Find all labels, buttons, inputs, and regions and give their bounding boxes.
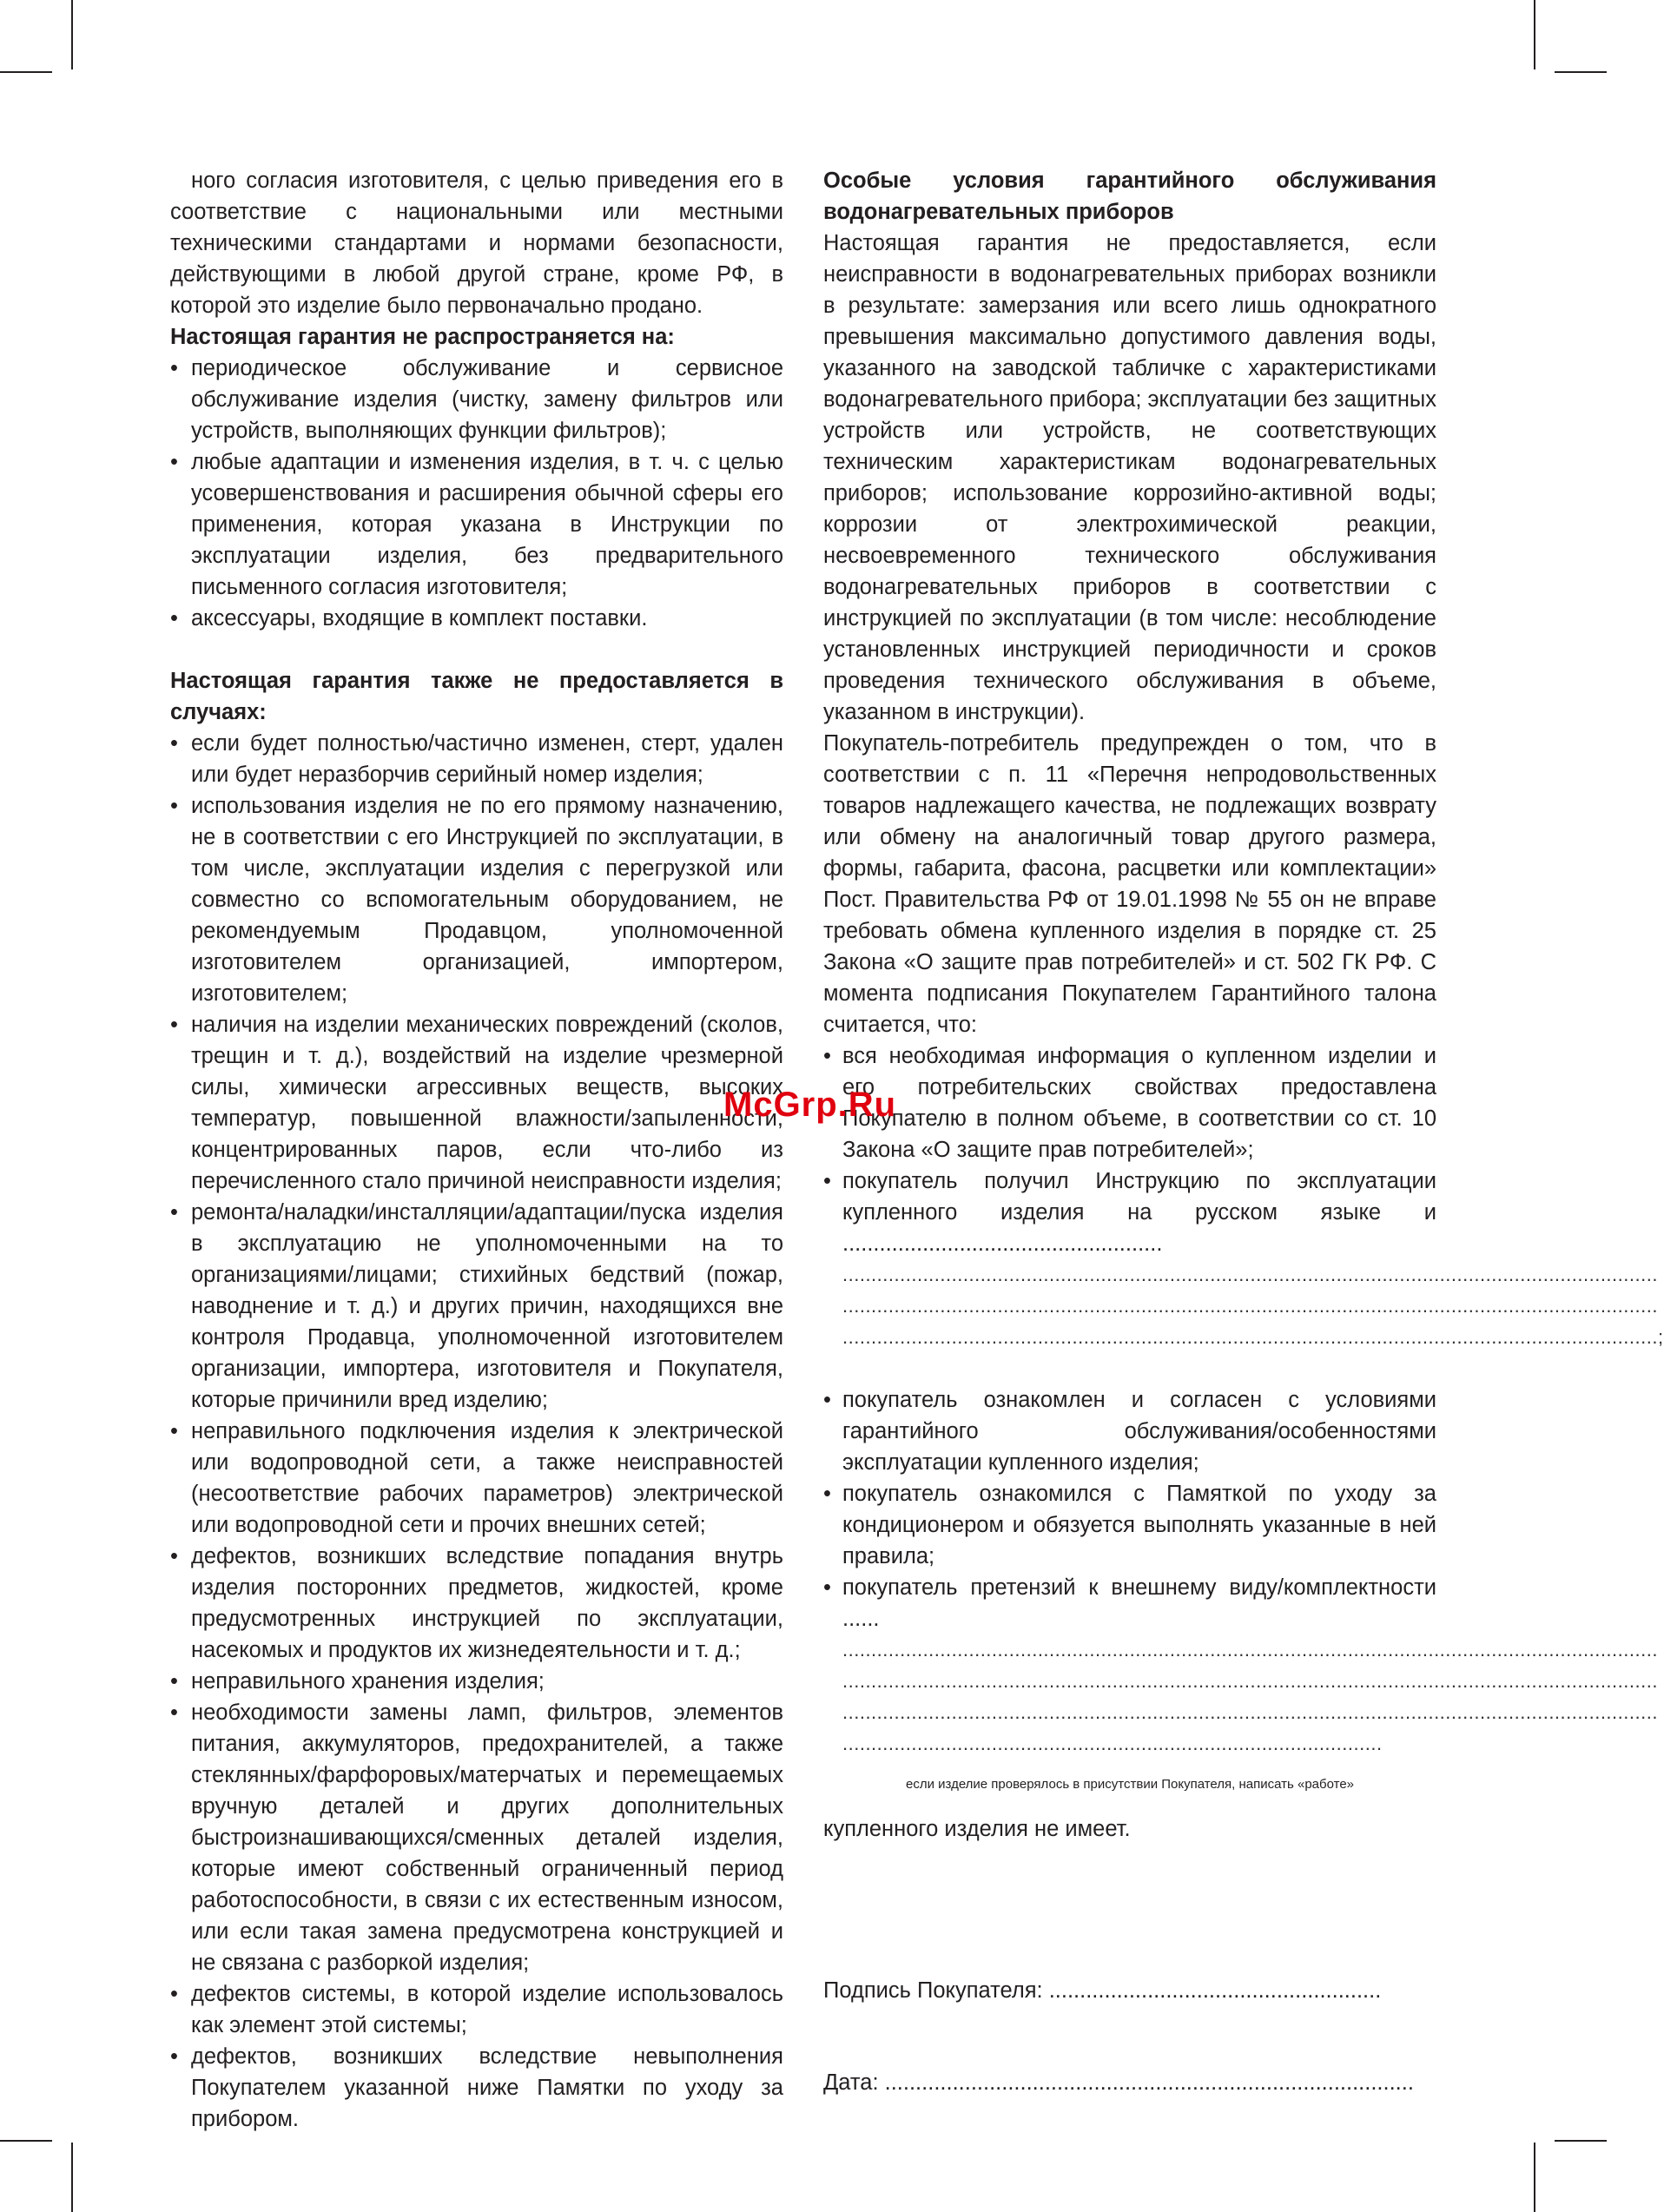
list-item: • вся необходимая информация о купленном изделии и его потребительских свойствах предоставлена Покупателю в полном объеме, в соответствии со ст. 10 Закона «О защите прав потребителей»; bbox=[823, 1040, 1436, 1165]
crop-mark bbox=[1534, 0, 1535, 69]
right-column bbox=[823, 165, 1664, 2098]
intro-paragraph: ного согласия изготовителя, с целью приведения его в соответствие с национальными или местными техническими стандартами и нормами безопасности, действующими в любой другой стране, кроме РФ, в которой это изделие было первоначально продано. bbox=[170, 168, 783, 318]
fill-in-line[interactable]: .............................................................................................................................................. bbox=[842, 1264, 1658, 1285]
list-item: • периодическое обслуживание и сервисное обслуживание изделия (чистку, замену фильтров или устройств, выполняющих функции фильтров); bbox=[170, 353, 783, 446]
list-item: • покупатель ознакомлен и согласен с условиями гарантийного обслуживания/особенностями эксплуатации купленного изделия; bbox=[823, 1384, 1436, 1478]
crop-mark bbox=[1555, 71, 1607, 73]
crop-mark bbox=[0, 2140, 52, 2142]
consent-list-a bbox=[823, 1040, 1436, 1259]
list-item: • покупатель ознакомился с Памяткой по уходу за кондиционером и обязуется выполнять указанные в ней правила; bbox=[823, 1478, 1436, 1572]
heading-water-heaters: Особые условия гарантийного обслуживания водонагревательных приборов bbox=[823, 168, 1436, 224]
crop-mark bbox=[71, 0, 73, 69]
exclusions-list bbox=[170, 728, 783, 2135]
list-item: • аксессуары, входящие в комплект поставки. bbox=[170, 603, 783, 634]
crop-mark bbox=[1534, 2143, 1535, 2212]
fill-in-line[interactable]: .............................................................................................................................................. bbox=[842, 1701, 1658, 1723]
list-item: • использования изделия не по его прямому назначению, не в соответствии с его Инструкцией по эксплуатации, в том числе, эксплуатации изделия с перегрузкой или совместно со вспомогательным оборудованием, не рекомендуемым Продавцом, уполномоченной изготовителем организацией, импортером, изготовителем; bbox=[170, 790, 783, 1009]
list-item: • дефектов, возникших вследствие попадания внутрь изделия посторонних предметов, жидкостей, кроме предусмотренных инструкцией по эксплуатации, насекомых и продуктов их жизнедеятельности и т. д.; bbox=[170, 1541, 783, 1666]
list-item: • дефектов системы, в которой изделие использовалось как элемент этой системы; bbox=[170, 1978, 783, 2041]
closing-text: купленного изделия не имеет. bbox=[823, 1817, 1131, 1841]
fill-in-line[interactable]: .............................................................................................. bbox=[842, 1733, 1383, 1754]
not-covered-list bbox=[170, 353, 783, 634]
crop-mark bbox=[0, 71, 52, 73]
list-item: • покупатель получил Инструкцию по эксплуатации купленного изделия на русском языке и .................................................... bbox=[823, 1165, 1436, 1259]
list-item: • наличия на изделии механических повреждений (сколов, трещин и т. д.), воздействий на изделие чрезмерной силы, химически агрессивных веществ, высоких температур, повышенной влажности/запыленности, концентрированных паров, если что-либо из перечисленного стало причиной неисправности изделия; bbox=[170, 1009, 783, 1197]
list-item: • любые адаптации и изменения изделия, в т. ч. с целью усовершенствования и расширения обычной сферы его применения, которая указана в Инструкции по эксплуатации изделия, без предварительного письменного согласия изготовителя; bbox=[170, 446, 783, 603]
consumer-warning-paragraph: Покупатель-потребитель предупрежден о том, что в соответствии с п. 11 «Перечня непродовольственных товаров надлежащего качества, не подлежащих возврату или обмену на аналогичный товар другого размера, формы, габарита, фасона, расцветки или комплектации» Пост. Правительства РФ от 19.01.1998 № 55 он не вправе требовать обмена купленного изделия в порядке ст. 25 Закона «О защите прав потребителей» и ст. 502 ГК РФ. С момента подписания Покупателем Гарантийного талона считается, что: bbox=[823, 731, 1436, 1037]
left-column bbox=[170, 165, 783, 2135]
list-item: • покупатель претензий к внешнему виду/комплектности ...... bbox=[823, 1572, 1436, 1634]
crop-mark bbox=[1555, 2140, 1607, 2142]
heading-exclusions: Настоящая гарантия также не предоставляется в случаях: bbox=[170, 669, 783, 724]
list-item: • необходимости замены ламп, фильтров, элементов питания, аккумуляторов, предохранителей, а также стеклянных/фарфоровых/матерчатых и перемещаемых вручную деталей и других дополнительных быстроизнашивающихся/сменных деталей изделия, которые имеют собственный ограниченный период работоспособности, в связи с их естественным износом, или если такая замена предусмотрена конструкцией и не связана с разборкой изделия; bbox=[170, 1697, 783, 1978]
watermark-logo: McGrp.Ru bbox=[723, 1086, 897, 1124]
list-item: • ремонта/наладки/инсталляции/адаптации/пуска изделия в эксплуатацию не уполномоченными на то организациями/лицами; стихийных бедствий (пожар, наводнение и т. д.) и других причин, находящихся вне контроля Продавца, уполномоченной изготовителем организации, импортера, изготовителя и Покупателя, которые причинили вред изделию; bbox=[170, 1197, 783, 1416]
instruction-note: если изделие проверялось в присутствии Покупателя, написать «работе» bbox=[906, 1777, 1354, 1792]
list-item: • неправильного хранения изделия; bbox=[170, 1666, 783, 1697]
heading-not-covered: Настоящая гарантия не распространяется на: bbox=[170, 325, 675, 349]
list-item: • дефектов, возникших вследствие невыполнения Покупателем указанной ниже Памятки по уходу за прибором. bbox=[170, 2041, 783, 2135]
fill-in-line[interactable]: .............................................................................................................................................. bbox=[842, 1670, 1658, 1692]
list-item: • если будет полностью/частично изменен, стерт, удален или будет неразборчив серийный номер изделия; bbox=[170, 728, 783, 790]
list-item: • неправильного подключения изделия к электрической или водопроводной сети, а также неисправностей (несоответствие рабочих параметров) электрической или водопроводной сети и прочих внешних сетей; bbox=[170, 1416, 783, 1541]
water-heater-paragraph: Настоящая гарантия не предоставляется, если неисправности в водонагревательных приборах возникли в результате: замерзания или всего лишь однократного превышения максимально допустимого давления воды, указанного на заводской табличке с характеристиками водонагревательного прибора; эксплуатации без защитных устройств или устройств, не соответствующих техническим характеристикам водонагревательных приборов; использование коррозийно-активной воды; коррозии от электрохимической реакции, несвоевременного технического обслуживания водонагревательных приборов в соответствии с инструкцией по эксплуатации (в том числе: несоблюдение установленных инструкцией периодичности и сроков проведения технического обслуживания в объеме, указанном в инструкции). bbox=[823, 231, 1436, 724]
crop-mark bbox=[71, 2143, 73, 2212]
fill-in-line[interactable]: ..............................................................................................................................................; bbox=[842, 1326, 1664, 1348]
fill-in-line[interactable]: .............................................................................................................................................. bbox=[842, 1295, 1658, 1317]
fill-in-line[interactable]: .............................................................................................................................................. bbox=[842, 1639, 1658, 1661]
date-line[interactable]: Дата: ...................................................................................... bbox=[823, 2070, 1414, 2095]
signature-line[interactable]: Подпись Покупателя: ...................................................... bbox=[823, 1978, 1382, 2003]
consent-list-b bbox=[823, 1384, 1436, 1634]
